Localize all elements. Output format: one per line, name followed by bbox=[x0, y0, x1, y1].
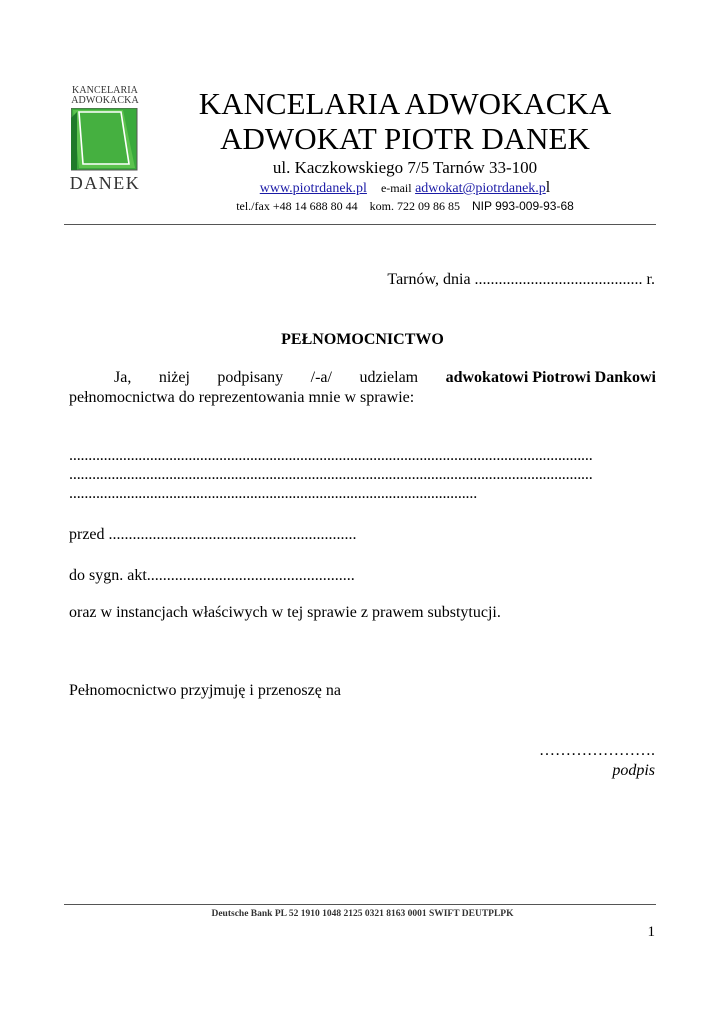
document-title: PEŁNOMOCNICTWO bbox=[281, 331, 444, 348]
signature-label: podpis bbox=[612, 762, 655, 779]
tel-fax: tel./fax +48 14 688 80 44 bbox=[236, 199, 358, 213]
date-line: Tarnów, dnia .......................................... r. bbox=[387, 271, 655, 288]
bank-details: Deutsche Bank PL 52 1910 1048 2125 0321 8163 0001 SWIFT DEUTPLPK bbox=[211, 909, 514, 919]
intro-word: /-a/ bbox=[310, 369, 332, 386]
intro-word: podpisany bbox=[217, 369, 284, 386]
intro-line-2: pełnomocnictwa do reprezentowania mnie w sprawie: bbox=[69, 389, 415, 406]
firm-title-line-1: KANCELARIA ADWOKACKA bbox=[198, 86, 612, 121]
logo-emblem-icon bbox=[71, 108, 139, 172]
case-dots-line-2: ........................................................................................................................................ bbox=[69, 466, 593, 483]
logo-line-2: ADWOKACKA bbox=[71, 95, 139, 106]
footer-divider bbox=[64, 904, 656, 905]
instancje-line: oraz w instancjach właściwych w tej sprawie z prawem substytucji. bbox=[69, 604, 501, 621]
sygn-line: do sygn. akt.................................................... bbox=[69, 567, 355, 584]
firm-contact-phone bbox=[150, 199, 660, 213]
page-number: 1 bbox=[647, 924, 655, 940]
mobile: kom. 722 09 86 85 bbox=[369, 199, 460, 213]
case-dots-line-1: ........................................................................................................................................ bbox=[69, 447, 593, 464]
intro-word: niżej bbox=[158, 369, 190, 386]
signature-dots: …………………. bbox=[539, 742, 655, 759]
email-tail: l bbox=[545, 179, 551, 196]
intro-word: Ja, bbox=[114, 369, 132, 386]
intro-word: udzielam bbox=[359, 369, 419, 386]
email-label: e-mail bbox=[380, 181, 412, 195]
intro-paragraph bbox=[69, 368, 656, 408]
logo-name: DANEK bbox=[69, 173, 141, 193]
nip: NIP 993-009-93-68 bbox=[471, 199, 574, 213]
header-divider bbox=[64, 224, 656, 225]
przyjmuje-line: Pełnomocnictwo przyjmuję i przenoszę na bbox=[69, 682, 341, 699]
website-link[interactable]: www.piotrdanek.pl bbox=[259, 181, 367, 196]
firm-title-line-2: ADWOKAT PIOTR DANEK bbox=[220, 121, 590, 156]
intro-bold-name: adwokatowi Piotrowi Dankowi bbox=[445, 369, 656, 386]
firm-contact-web bbox=[150, 180, 660, 197]
case-dots-line-3: .......................................................................................................... bbox=[69, 485, 478, 502]
logo-text-top bbox=[68, 86, 142, 106]
email-link[interactable]: adwokat@piotrdanek.p bbox=[415, 181, 546, 196]
przed-line: przed .............................................................. bbox=[69, 526, 357, 543]
firm-address: ul. Kaczkowskiego 7/5 Tarnów 33-100 bbox=[272, 158, 538, 177]
intro-line-1 bbox=[69, 368, 656, 388]
logo-line-1: KANCELARIA bbox=[72, 85, 138, 96]
